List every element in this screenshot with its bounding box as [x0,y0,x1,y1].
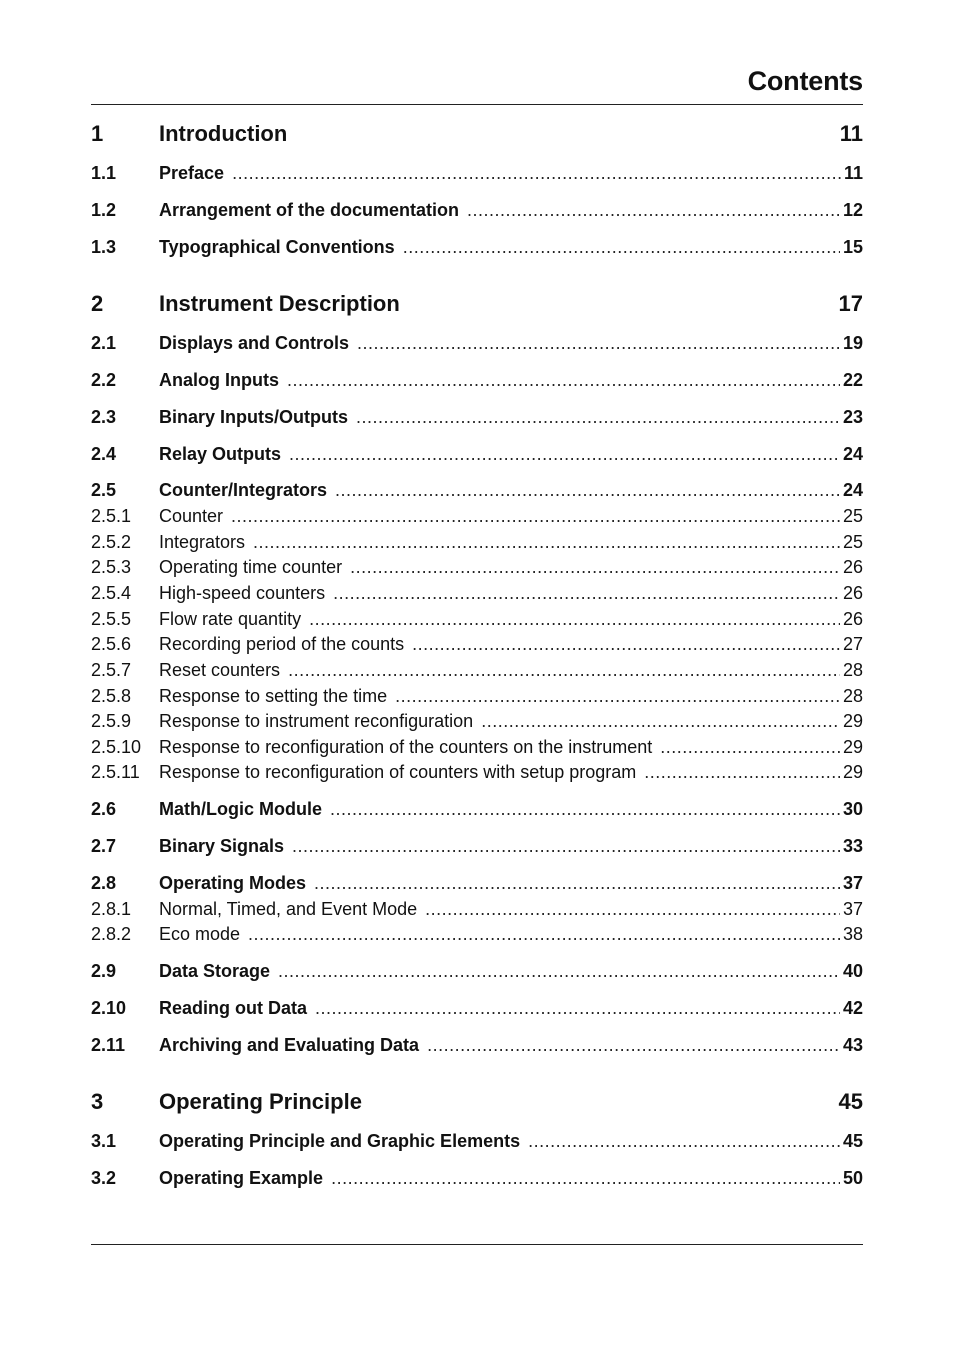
toc-dot-leader [232,163,841,184]
toc-dot-leader [253,532,840,553]
toc-entry-number: 2.7 [91,836,117,856]
toc-entry-title: Math/Logic Module [159,799,322,819]
toc-entry-page-number: 24 [842,480,863,500]
toc-dot-leader [660,737,840,758]
toc-entry-number: 1 [91,121,104,146]
toc-chapter-entry[interactable] [91,1089,863,1115]
toc-section-entry[interactable] [91,998,863,1019]
toc-entry-number: 2.5.2 [91,532,132,552]
toc-entry-title: Operating Example [159,1168,324,1188]
toc-dot-leader [356,407,840,428]
toc-entry-number: 2.8 [91,873,117,893]
toc-entry-title: Counter/Integrators [159,480,328,500]
toc-entry-number: 2.5.8 [91,686,132,706]
toc-section-entry[interactable] [91,961,863,982]
toc-subsection-entry[interactable] [91,711,863,732]
toc-dot-leader [248,924,840,945]
toc-entry-page-number: 26 [842,609,863,629]
toc-entry-title: Preface [159,163,225,183]
toc-entry-page-number: 42 [842,998,863,1018]
toc-dot-leader [333,583,840,604]
toc-dot-leader [528,1131,840,1152]
toc-entry-page-number: 11 [839,121,863,146]
toc-entry-page-number: 12 [842,200,863,220]
toc-section-entry[interactable] [91,444,863,465]
toc-entry-page-number: 50 [842,1168,863,1188]
toc-dot-leader [425,899,840,920]
toc-entry-number: 2.5 [91,480,117,500]
toc-section-entry[interactable] [91,1131,863,1152]
toc-entry-number: 2 [91,291,104,316]
toc-section-entry[interactable] [91,163,863,184]
toc-dot-leader [289,444,840,465]
header-rule [91,104,863,105]
toc-dot-leader [644,762,840,783]
page-title: Contents [747,66,863,96]
toc-entry-number: 3.1 [91,1131,117,1151]
toc-entry-title: Instrument Description [159,291,400,316]
toc-dot-leader [278,961,840,982]
toc-dot-leader [330,799,840,820]
toc-subsection-entry[interactable] [91,737,863,758]
toc-entry-page-number: 28 [842,660,863,680]
toc-subsection-entry[interactable] [91,506,863,527]
toc-entry-page-number: 45 [842,1131,863,1151]
toc-entry-title: Analog Inputs [159,370,279,390]
toc-dot-leader [315,998,840,1019]
toc-dot-leader [287,370,840,391]
toc-section-entry[interactable] [91,370,863,391]
toc-entry-page-number: 15 [842,237,863,257]
toc-entry-title: Response to setting the time [159,686,388,706]
toc-entry-number: 2.1 [91,333,117,353]
toc-section-entry[interactable] [91,1035,863,1056]
toc-entry-title: Eco mode [159,924,241,944]
toc-subsection-entry[interactable] [91,532,863,553]
toc-entry-page-number: 30 [842,799,863,819]
toc-entry-page-number: 29 [842,762,863,782]
toc-section-entry[interactable] [91,480,863,501]
toc-entry-title: Binary Inputs/Outputs [159,407,348,427]
toc-entry-number: 2.4 [91,444,117,464]
toc-entry-page-number: 26 [842,583,863,603]
toc-entry-number: 2.5.7 [91,660,132,680]
toc-dot-leader [309,609,840,630]
toc-entry-title: Archiving and Evaluating Data [159,1035,420,1055]
toc-dot-leader [467,200,840,221]
toc-entry-number: 2.5.5 [91,609,132,629]
toc-chapter-entry[interactable] [91,121,863,147]
toc-subsection-entry[interactable] [91,899,863,920]
toc-entry-page-number: 17 [838,291,863,316]
toc-entry-number: 2.6 [91,799,117,819]
toc-entry-number: 2.10 [91,998,127,1018]
toc-entry-title: Recording period of the counts [159,634,405,654]
toc-entry-title: Counter [159,506,224,526]
toc-entry-title: Operating Principle and Graphic Elements [159,1131,521,1151]
toc-entry-title: Arrangement of the documentation [159,200,460,220]
toc-entry-number: 2.5.9 [91,711,132,731]
toc-entry-number: 2.8.2 [91,924,132,944]
toc-entry-title: Relay Outputs [159,444,282,464]
toc-section-entry[interactable] [91,333,863,354]
toc-entry-page-number: 23 [842,407,863,427]
toc-entry-page-number: 38 [842,924,863,944]
toc-entry-title: Displays and Controls [159,333,350,353]
toc-subsection-entry[interactable] [91,583,863,604]
toc-dot-leader [335,480,840,501]
toc-entry-page-number: 24 [842,444,863,464]
toc-entry-title: Reading out Data [159,998,308,1018]
toc-entry-number: 2.5.11 [91,762,140,782]
toc-chapter-entry[interactable] [91,291,863,317]
toc-entry-number: 1.3 [91,237,117,257]
toc-entry-number: 2.5.10 [91,737,142,757]
toc-entry-page-number: 19 [842,333,863,353]
toc-entry-page-number: 26 [842,557,863,577]
toc-dot-leader [231,506,840,527]
footer-rule [91,1244,863,1245]
toc-entry-page-number: 43 [842,1035,863,1055]
toc-entry-number: 2.2 [91,370,117,390]
toc-entry-title: High-speed counters [159,583,326,603]
toc-dot-leader [427,1035,840,1056]
toc-entry-title: Data Storage [159,961,271,981]
toc-dot-leader [412,634,840,655]
toc-dot-leader [395,686,840,707]
toc-entry-title: Reset counters [159,660,281,680]
toc-subsection-entry[interactable] [91,762,863,783]
toc-entry-page-number: 11 [843,163,863,183]
toc-entry-title: Operating Principle [159,1089,362,1114]
toc-entry-page-number: 29 [842,737,863,757]
toc-entry-number: 2.11 [91,1035,126,1055]
toc-entry-number: 2.9 [91,961,117,981]
toc-dot-leader [331,1168,840,1189]
toc-entry-number: 2.5.6 [91,634,132,654]
toc-section-entry[interactable] [91,237,863,258]
toc-subsection-entry[interactable] [91,660,863,681]
toc-entry-title: Flow rate quantity [159,609,302,629]
toc-entry-title: Operating time counter [159,557,343,577]
toc-subsection-entry[interactable] [91,634,863,655]
toc-dot-leader [350,557,840,578]
toc-entry-number: 2.3 [91,407,117,427]
toc-entry-number: 2.5.3 [91,557,132,577]
toc-dot-leader [288,660,840,681]
toc-entry-title: Normal, Timed, and Event Mode [159,899,418,919]
toc-section-entry[interactable] [91,836,863,857]
toc-subsection-entry[interactable] [91,557,863,578]
toc-entry-number: 1.1 [91,163,117,183]
toc-entry-title: Response to reconfiguration of the counters on the instrument [159,737,653,757]
toc-entry-page-number: 27 [842,634,863,654]
toc-entry-title: Integrators [159,532,246,552]
toc-entry-title: Binary Signals [159,836,285,856]
toc-entry-number: 2.8.1 [91,899,132,919]
toc-entry-page-number: 45 [838,1089,863,1114]
toc-entry-number: 1.2 [91,200,117,220]
toc-entry-title: Introduction [159,121,288,146]
toc-entry-title: Typographical Conventions [159,237,395,257]
toc-entry-page-number: 29 [842,711,863,731]
toc-entry-number: 3.2 [91,1168,117,1188]
toc-entry-page-number: 33 [842,836,863,856]
toc-entry-page-number: 28 [842,686,863,706]
toc-subsection-entry[interactable] [91,686,863,707]
toc-dot-leader [292,836,840,857]
toc-subsection-entry[interactable] [91,924,863,945]
toc-entry-page-number: 40 [842,961,863,981]
toc-section-entry[interactable] [91,873,863,894]
toc-entry-title: Operating Modes [159,873,307,893]
toc-entry-page-number: 25 [842,506,863,526]
toc-entry-number: 2.5.1 [91,506,132,526]
toc-entry-page-number: 37 [842,899,863,919]
toc-dot-leader [403,237,840,258]
toc-entry-title: Response to instrument reconfiguration [159,711,474,731]
toc-dot-leader [357,333,840,354]
toc-section-entry[interactable] [91,407,863,428]
toc-entry-title: Response to reconfiguration of counters with setup program [159,762,637,782]
toc-section-entry[interactable] [91,799,863,820]
toc-entry-page-number: 22 [842,370,863,390]
toc-section-entry[interactable] [91,200,863,221]
toc-entry-number: 3 [91,1089,104,1114]
toc-section-entry[interactable] [91,1168,863,1189]
toc-entry-number: 2.5.4 [91,583,132,603]
toc-entry-page-number: 37 [842,873,863,893]
toc-dot-leader [314,873,840,894]
toc-subsection-entry[interactable] [91,609,863,630]
toc-dot-leader [481,711,840,732]
toc-entry-page-number: 25 [842,532,863,552]
